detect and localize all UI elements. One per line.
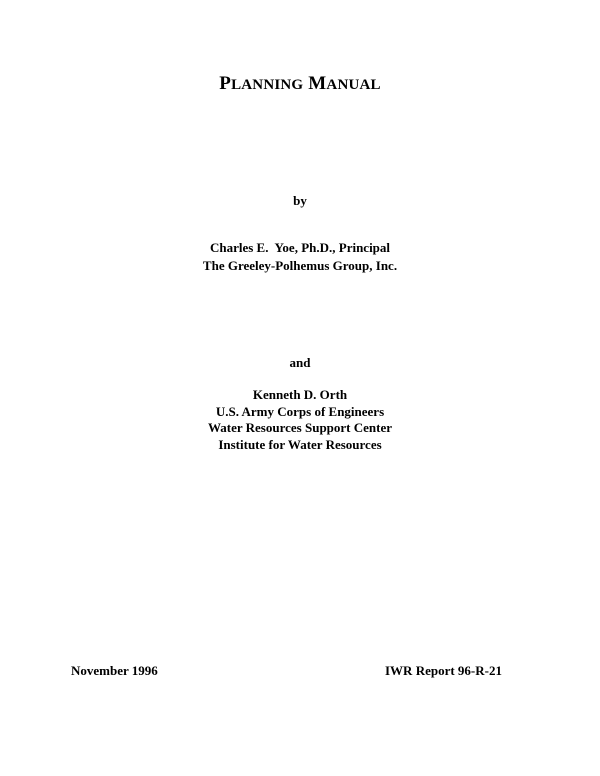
author2-affiliation-3: Institute for Water Resources xyxy=(218,437,382,452)
title-initial-m: M xyxy=(308,73,327,94)
and-label: and xyxy=(289,355,311,370)
author1-name: Charles E. Yoe, Ph.D., Principal xyxy=(209,240,391,255)
title-rest-manual: ANUAL xyxy=(326,77,381,93)
publication-date: November 1996 xyxy=(71,663,158,678)
report-number: IWR Report 96-R-21 xyxy=(385,663,502,678)
author2-affiliation-2: Water Resources Support Center xyxy=(207,420,393,435)
by-label: by xyxy=(293,193,307,208)
document-title xyxy=(0,72,600,97)
author2-affiliation-1: U.S. Army Corps of Engineers xyxy=(215,404,385,419)
author1-organization: The Greeley-Polhemus Group, Inc. xyxy=(202,258,398,273)
title-initial-p: P xyxy=(219,73,232,94)
title-rest-planning: LANNING xyxy=(231,77,304,93)
author2-name: Kenneth D. Orth xyxy=(252,387,348,402)
